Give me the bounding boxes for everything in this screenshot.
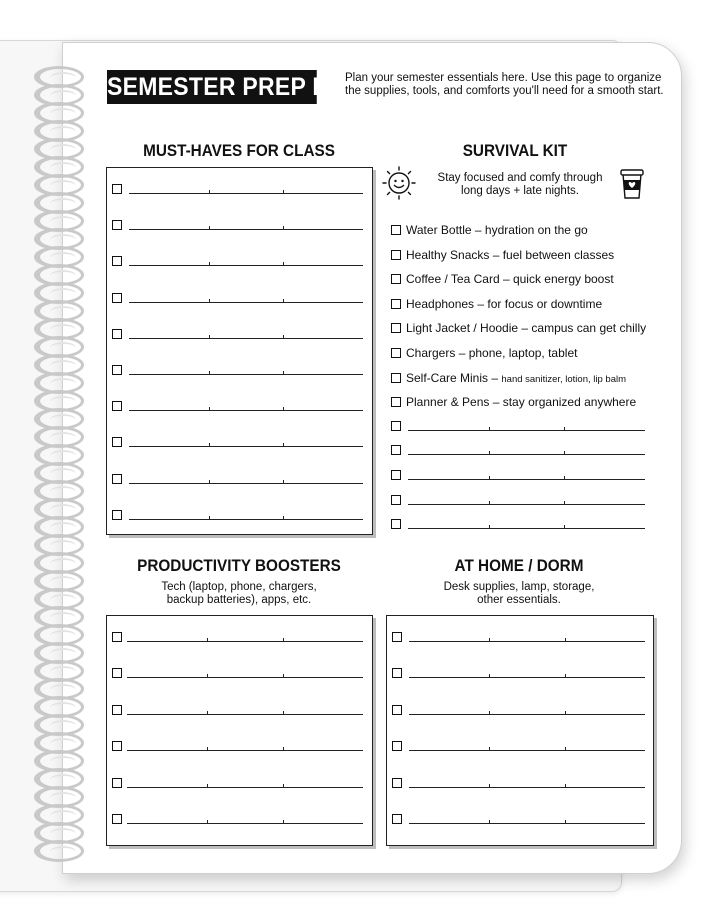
survival-kit-item (406, 395, 636, 409)
survival-kit-item-label: Self-Care Minis – (406, 370, 502, 385)
must-haves-title: MUST-HAVES FOR CLASS (143, 141, 335, 160)
line-tick (283, 299, 284, 303)
checkbox-icon[interactable] (392, 778, 402, 788)
survival-kit-item (406, 223, 588, 237)
survival-kit-item-note: hand sanitizer, lotion, lip balm (501, 373, 627, 385)
write-in-line[interactable] (127, 750, 363, 751)
line-tick (283, 443, 284, 447)
line-tick (283, 638, 284, 642)
checkbox-icon[interactable] (391, 445, 401, 455)
write-in-line[interactable] (409, 787, 645, 788)
write-in-line[interactable] (409, 750, 645, 751)
checkbox-icon[interactable] (391, 225, 401, 235)
line-tick (283, 335, 284, 339)
checkbox-icon[interactable] (391, 348, 401, 358)
checkbox-icon[interactable] (112, 474, 122, 484)
checkbox-icon[interactable] (392, 632, 402, 642)
line-tick (207, 711, 208, 715)
line-tick (489, 820, 490, 824)
checkbox-icon[interactable] (112, 329, 122, 339)
line-tick (283, 262, 284, 266)
survival-kit-subtitle-line1: Stay focused and comfy through (437, 172, 603, 184)
line-tick (283, 747, 284, 751)
line-tick (209, 407, 210, 411)
survival-kit-item-label: Chargers – phone, laptop, tablet (406, 346, 578, 360)
line-tick (209, 335, 210, 339)
line-tick (489, 747, 490, 751)
line-tick (209, 262, 210, 266)
checkbox-icon[interactable] (391, 495, 401, 505)
page-title: SEMESTER PREP LIST (107, 70, 317, 104)
write-in-line[interactable] (408, 479, 645, 480)
line-tick (209, 516, 210, 520)
write-in-line[interactable] (129, 374, 363, 375)
line-tick (565, 638, 566, 642)
survival-kit-subtitle (420, 172, 620, 198)
write-in-line[interactable] (129, 483, 363, 484)
survival-kit-item (406, 321, 646, 335)
intro-text: Plan your semester essentials here. Use this page to organize the supplies, tools, and comforts you'll need for a smooth start. (345, 72, 664, 97)
line-tick (283, 784, 284, 788)
write-in-line[interactable] (129, 229, 363, 230)
write-in-line[interactable] (409, 641, 645, 642)
line-tick (565, 674, 566, 678)
checkbox-icon[interactable] (391, 397, 401, 407)
productivity-subtitle (107, 581, 371, 607)
write-in-line[interactable] (129, 265, 363, 266)
line-tick (489, 525, 490, 529)
checkbox-icon[interactable] (392, 741, 402, 751)
line-tick (489, 784, 490, 788)
line-tick (489, 501, 490, 505)
survival-kit-item (406, 371, 626, 385)
line-tick (564, 525, 565, 529)
line-tick (489, 711, 490, 715)
checkbox-icon[interactable] (391, 373, 401, 383)
survival-kit-item-label: Light Jacket / Hoodie – campus can get chilly (406, 321, 647, 336)
write-in-line[interactable] (127, 677, 363, 678)
line-tick (565, 820, 566, 824)
write-in-line[interactable] (408, 454, 645, 455)
checkbox-icon[interactable] (112, 778, 122, 788)
checkbox-icon[interactable] (112, 510, 122, 520)
line-tick (209, 299, 210, 303)
line-tick (564, 501, 565, 505)
line-tick (565, 747, 566, 751)
write-in-line[interactable] (127, 823, 363, 824)
survival-kit-item-label: Planner & Pens – stay organized anywhere (406, 395, 637, 410)
home-dorm-title: AT HOME / DORM (454, 556, 584, 575)
home-dorm-subtitle (386, 581, 652, 607)
line-tick (283, 674, 284, 678)
line-tick (489, 638, 490, 642)
productivity-subtitle-line1: Tech (laptop, phone, chargers, (161, 581, 317, 593)
checkbox-icon[interactable] (112, 668, 122, 678)
survival-kit-item (406, 248, 614, 262)
checkbox-icon[interactable] (112, 256, 122, 266)
write-in-line[interactable] (129, 446, 363, 447)
home-dorm-subtitle-line1: Desk supplies, lamp, storage, (443, 581, 595, 593)
line-tick (489, 451, 490, 455)
must-haves-box (106, 167, 373, 535)
line-tick (207, 674, 208, 678)
checkbox-icon[interactable] (112, 401, 122, 411)
checkbox-icon[interactable] (112, 632, 122, 642)
checkbox-icon[interactable] (112, 293, 122, 303)
line-tick (565, 711, 566, 715)
home-dorm-subtitle-line2: other essentials. (477, 594, 561, 606)
survival-kit-item-label: Water Bottle – hydration on the go (406, 223, 588, 237)
line-tick (565, 784, 566, 788)
checkbox-icon[interactable] (392, 705, 402, 715)
checkbox-icon[interactable] (391, 323, 401, 333)
checkbox-icon[interactable] (391, 519, 401, 529)
checkbox-icon[interactable] (112, 437, 122, 447)
line-tick (209, 226, 210, 230)
write-in-line[interactable] (409, 823, 645, 824)
write-in-line[interactable] (127, 787, 363, 788)
line-tick (283, 820, 284, 824)
survival-kit-item (406, 297, 602, 311)
write-in-line[interactable] (408, 528, 645, 529)
checkbox-icon[interactable] (392, 668, 402, 678)
write-in-line[interactable] (127, 714, 363, 715)
line-tick (564, 451, 565, 455)
survival-kit-item-label: Headphones – for focus or downtime (406, 296, 603, 311)
line-tick (207, 820, 208, 824)
checkbox-icon[interactable] (391, 250, 401, 260)
checkbox-icon[interactable] (112, 741, 122, 751)
survival-kit-item (406, 272, 614, 286)
line-tick (209, 371, 210, 375)
line-tick (283, 190, 284, 194)
line-tick (209, 190, 210, 194)
survival-kit-item (406, 346, 577, 360)
line-tick (283, 711, 284, 715)
line-tick (209, 480, 210, 484)
write-in-line[interactable] (408, 504, 645, 505)
write-in-line[interactable] (129, 410, 363, 411)
line-tick (489, 427, 490, 431)
line-tick (489, 674, 490, 678)
coffee-cup-icon (618, 168, 646, 200)
checkbox-icon[interactable] (391, 299, 401, 309)
line-tick (283, 371, 284, 375)
line-tick (283, 516, 284, 520)
write-in-line[interactable] (409, 714, 645, 715)
write-in-line[interactable] (409, 677, 645, 678)
sun-face-icon (381, 165, 417, 201)
line-tick (283, 407, 284, 411)
home-dorm-box (386, 615, 654, 846)
checkbox-icon[interactable] (112, 365, 122, 375)
spiral-binding-icon (34, 66, 90, 856)
line-tick (564, 476, 565, 480)
checkbox-icon[interactable] (391, 470, 401, 480)
survival-kit-item-label: Healthy Snacks – fuel between classes (406, 247, 615, 262)
write-in-line[interactable] (127, 641, 363, 642)
line-tick (564, 427, 565, 431)
line-tick (207, 784, 208, 788)
line-tick (489, 476, 490, 480)
checkbox-icon[interactable] (392, 814, 402, 824)
line-tick (283, 226, 284, 230)
survival-kit-title: SURVIVAL KIT (462, 141, 568, 160)
line-tick (207, 638, 208, 642)
line-tick (207, 747, 208, 751)
checkbox-icon[interactable] (112, 705, 122, 715)
write-in-line[interactable] (408, 430, 645, 431)
checkbox-icon[interactable] (391, 274, 401, 284)
checkbox-icon[interactable] (112, 220, 122, 230)
line-tick (209, 443, 210, 447)
spiral-ring (34, 840, 84, 862)
write-in-line[interactable] (129, 519, 363, 520)
survival-kit-item-label: Coffee / Tea Card – quick energy boost (406, 272, 614, 287)
checkbox-icon[interactable] (112, 814, 122, 824)
productivity-box (106, 615, 373, 846)
productivity-subtitle-line2: backup batteries), apps, etc. (166, 594, 312, 606)
checkbox-icon[interactable] (112, 184, 122, 194)
write-in-line[interactable] (129, 302, 363, 303)
line-tick (283, 480, 284, 484)
checkbox-icon[interactable] (391, 421, 401, 431)
write-in-line[interactable] (129, 193, 363, 194)
productivity-title: PRODUCTIVITY BOOSTERS (137, 556, 341, 575)
write-in-line[interactable] (129, 338, 363, 339)
survival-kit-subtitle-line2: long days + late nights. (461, 185, 579, 197)
